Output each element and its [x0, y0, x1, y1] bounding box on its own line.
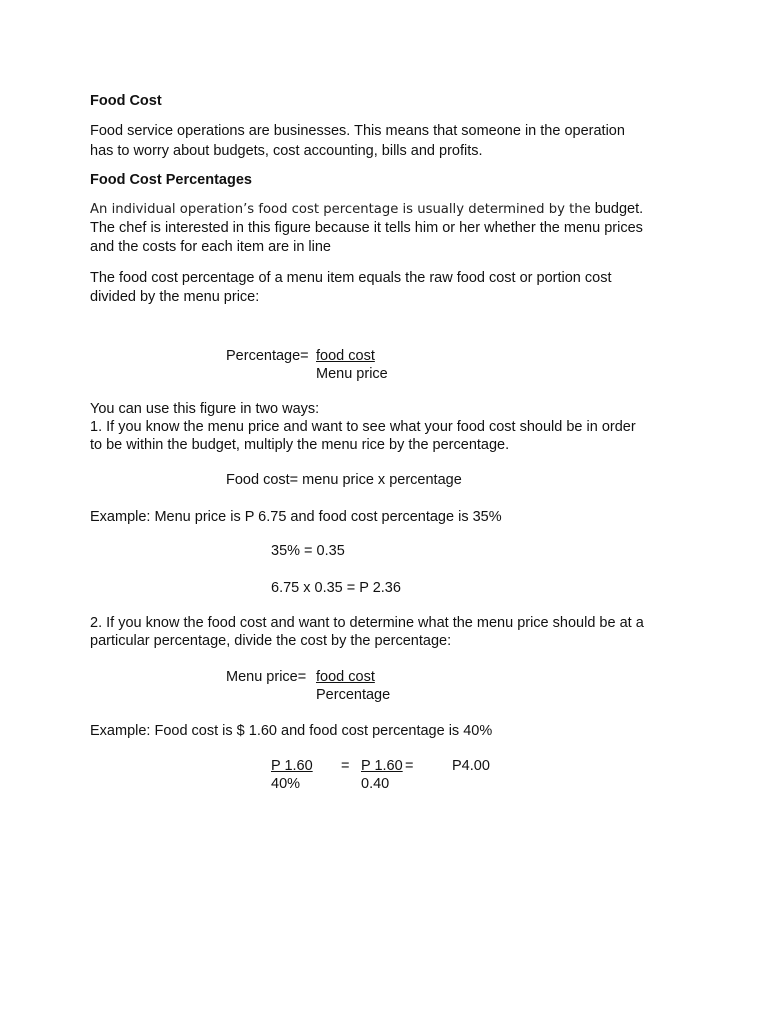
para1-line-2: The chef is interested in this figure because it tells him or her whether the menu prices [90, 220, 643, 236]
example1-text: Example: Menu price is P 6.75 and food cost percentage is 35% [90, 509, 502, 525]
heading-food-cost-percentages: Food Cost Percentages [90, 172, 252, 188]
heading-food-cost: Food Cost [90, 93, 162, 109]
para1-budget-word: budget. [594, 201, 644, 217]
ways-item1-line-1: 1. If you know the menu price and want to see what your food cost should be in order [90, 419, 636, 435]
example2-fraction2-denominator: 0.40 [361, 776, 390, 792]
formula1-denominator: Menu price [316, 366, 388, 382]
intro-line-2: has to worry about budgets, cost accounting, bills and profits. [90, 143, 483, 159]
formula2: Food cost= menu price x percentage [226, 472, 462, 488]
example2-fraction1-numerator: P 1.60 [271, 758, 313, 774]
example2-result: P4.00 [452, 758, 490, 774]
formula1-numerator: food cost [316, 348, 375, 364]
example2-fraction1-denominator: 40% [271, 776, 301, 792]
para2-line-2: divided by the menu price: [90, 289, 260, 305]
item2-line-1: 2. If you know the food cost and want to determine what the menu price should be at a [90, 615, 644, 631]
example2-equals-2: = [405, 758, 414, 774]
formula1-label: Percentage= [226, 348, 309, 364]
ways-item1-line-2: to be within the budget, multiply the menu rice by the percentage. [90, 437, 510, 453]
para2-line-1: The food cost percentage of a menu item equals the raw food cost or portion cost [90, 270, 612, 286]
example2-equals-1: = [341, 758, 350, 774]
example1-calc-2: 6.75 x 0.35 = P 2.36 [271, 580, 401, 596]
para1-line-1-text: An individual operation’s food cost percentage is usually determined by the [90, 202, 591, 217]
para1-line-3: and the costs for each item are in line [90, 239, 331, 255]
example2-fraction2-numerator: P 1.60 [361, 758, 403, 774]
example2-text: Example: Food cost is $ 1.60 and food cost percentage is 40% [90, 723, 493, 739]
ways-intro: You can use this figure in two ways: [90, 401, 320, 417]
formula3-label: Menu price= [226, 669, 307, 685]
item2-line-2: particular percentage, divide the cost by the percentage: [90, 633, 452, 649]
formula3-numerator: food cost [316, 669, 375, 685]
formula3-denominator: Percentage [316, 687, 391, 703]
intro-line-1: Food service operations are businesses. This means that someone in the operation [90, 123, 625, 139]
para1-line-1 [90, 200, 643, 219]
example1-calc-1: 35% = 0.35 [271, 543, 345, 559]
